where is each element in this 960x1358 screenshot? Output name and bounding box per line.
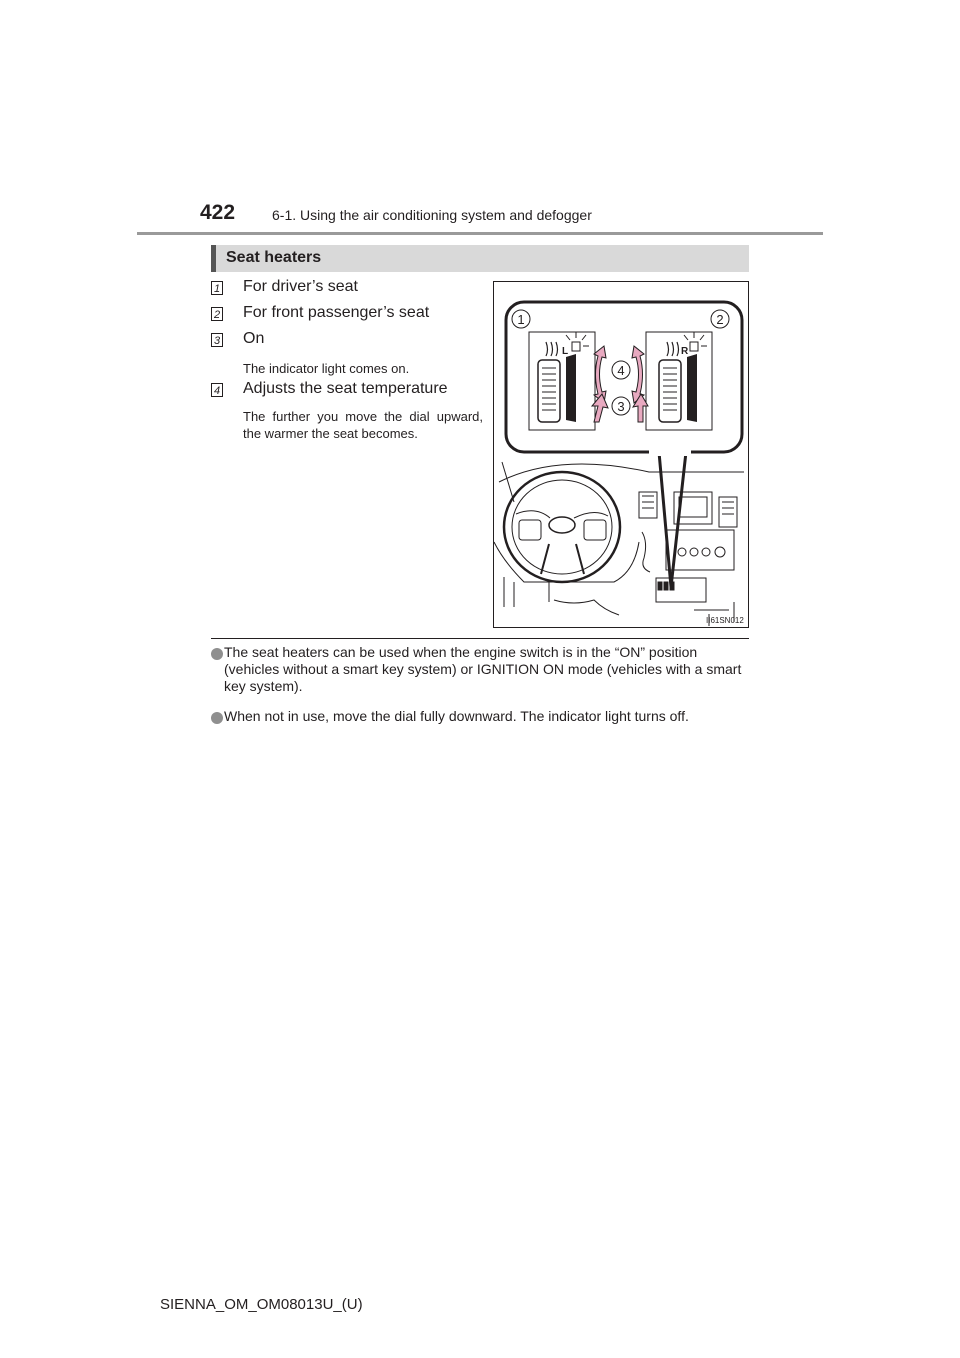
item-description: The further you move the dial upward, the warmer the seat becomes.	[243, 409, 483, 441]
callout-3	[612, 397, 630, 415]
bullet-icon	[211, 712, 223, 724]
note-text: The seat heaters can be used when the engine switch is in the “ON” position (vehicles without a smart key system) or IGNITION ON mode (vehicles with a smart key system).	[224, 644, 742, 694]
figure-code: II61SN012	[706, 616, 744, 625]
document-footer: SIENNA_OM_OM08013U_(U)	[160, 1296, 363, 1313]
item-description: The indicator light comes on.	[243, 361, 410, 376]
item-label: For driver’s seat	[243, 278, 358, 295]
notes-divider	[211, 638, 749, 639]
item-label: Adjusts the seat temperature	[243, 380, 448, 397]
item-number: 2	[211, 307, 223, 321]
header-divider	[137, 232, 823, 235]
section-heading-bar	[211, 245, 749, 272]
callout-4	[612, 361, 630, 379]
item-label: On	[243, 330, 265, 347]
svg-text:2: 2	[716, 312, 724, 327]
item-label: For front passenger’s seat	[243, 304, 430, 321]
section-title: 6-1. Using the air conditioning system and defogger	[272, 207, 592, 223]
dashboard-outline	[494, 462, 744, 626]
page-number: 422	[200, 201, 236, 224]
dashboard-drawing	[494, 282, 748, 627]
item-number: 3	[211, 333, 223, 347]
note-text: When not in use, move the dial fully downward. The indicator light turns off.	[224, 708, 689, 724]
svg-text:1: 1	[517, 312, 525, 327]
seat-heater-illustration	[493, 281, 749, 628]
svg-text:L: L	[562, 346, 569, 357]
item-number: 4	[211, 383, 223, 397]
callout-pointer-mask	[649, 442, 691, 456]
svg-text:4: 4	[617, 363, 625, 378]
callout-2	[711, 310, 729, 328]
bullet-icon	[211, 648, 223, 660]
svg-text:R: R	[681, 346, 689, 357]
section-heading: Seat heaters	[226, 249, 322, 266]
svg-text:3: 3	[617, 399, 625, 414]
item-number: 1	[211, 281, 223, 295]
callout-1	[512, 310, 530, 328]
